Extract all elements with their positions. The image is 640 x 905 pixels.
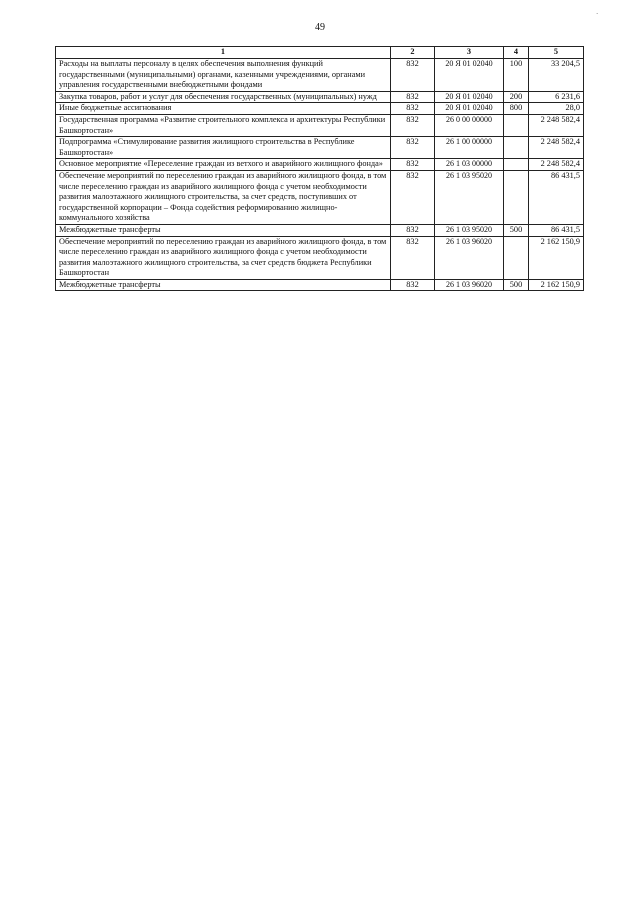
corner-mark: .	[596, 8, 598, 16]
expense-type: 500	[504, 279, 529, 291]
target-article: 26 1 00 00000	[435, 137, 504, 159]
header-col-1: 1	[56, 47, 391, 59]
expense-type	[504, 159, 529, 171]
expense-type: 200	[504, 91, 529, 103]
expense-type: 500	[504, 224, 529, 236]
table-row	[56, 91, 584, 103]
expense-type	[504, 236, 529, 279]
department-code: 832	[391, 91, 435, 103]
expense-type	[504, 170, 529, 224]
table-row	[56, 137, 584, 159]
table-row	[56, 236, 584, 279]
department-code: 832	[391, 170, 435, 224]
amount: 2 162 150,9	[529, 236, 584, 279]
amount: 33 204,5	[529, 59, 584, 92]
amount: 86 431,5	[529, 170, 584, 224]
target-article: 26 1 03 00000	[435, 159, 504, 171]
target-article: 26 0 00 00000	[435, 114, 504, 136]
amount: 28,0	[529, 103, 584, 115]
header-row	[56, 47, 584, 59]
expense-name: Обеспечение мероприятий по переселению граждан из аварийного жилищного фонда, в том числе переселению граждан из аварийного жилищного фонда с учетом необходимости развития малоэтажного жилищного строительства, за счет средств бюджета Республики Башкортостан	[56, 236, 391, 279]
department-code: 832	[391, 137, 435, 159]
expense-type	[504, 137, 529, 159]
expense-name: Государственная программа «Развитие строительного комплекса и архитектуры Республики Башкортостан»	[56, 114, 391, 136]
expense-name: Закупка товаров, работ и услуг для обеспечения государственных (муниципальных) нужд	[56, 91, 391, 103]
expense-type: 800	[504, 103, 529, 115]
target-article: 26 1 03 95020	[435, 170, 504, 224]
expense-name: Основное мероприятие «Переселение граждан из ветхого и аварийного жилищного фонда»	[56, 159, 391, 171]
expense-name: Иные бюджетные ассигнования	[56, 103, 391, 115]
department-code: 832	[391, 224, 435, 236]
target-article: 20 Я 01 02040	[435, 103, 504, 115]
amount: 6 231,6	[529, 91, 584, 103]
table-row	[56, 224, 584, 236]
header-col-2: 2	[391, 47, 435, 59]
target-article: 26 1 03 96020	[435, 236, 504, 279]
budget-table	[55, 46, 584, 291]
table-row	[56, 170, 584, 224]
department-code: 832	[391, 103, 435, 115]
target-article: 26 1 03 96020	[435, 279, 504, 291]
department-code: 832	[391, 114, 435, 136]
expense-type	[504, 114, 529, 136]
amount: 86 431,5	[529, 224, 584, 236]
header-col-5: 5	[529, 47, 584, 59]
amount: 2 248 582,4	[529, 137, 584, 159]
table-row	[56, 114, 584, 136]
expense-name: Межбюджетные трансферты	[56, 279, 391, 291]
table-header	[56, 47, 584, 59]
department-code: 832	[391, 279, 435, 291]
department-code: 832	[391, 59, 435, 92]
target-article: 20 Я 01 02040	[435, 91, 504, 103]
table-row	[56, 279, 584, 291]
department-code: 832	[391, 159, 435, 171]
header-col-3: 3	[435, 47, 504, 59]
table-row	[56, 59, 584, 92]
table-row	[56, 103, 584, 115]
expense-name: Межбюджетные трансферты	[56, 224, 391, 236]
table-body	[56, 59, 584, 291]
expense-name: Обеспечение мероприятий по переселению граждан из аварийного жилищного фонда, в том числе переселению граждан из аварийного жилищного фонда с учетом необходимости развития малоэтажного жилищного строительства, за счет средств, поступивших от государственной корпорации – Фонда содействия реформированию жилищно-коммунального хозяйства	[56, 170, 391, 224]
amount: 2 162 150,9	[529, 279, 584, 291]
expense-type: 100	[504, 59, 529, 92]
amount: 2 248 582,4	[529, 114, 584, 136]
table-row	[56, 159, 584, 171]
expense-name: Подпрограмма «Стимулирование развития жилищного строительства в Республике Башкортостан»	[56, 137, 391, 159]
page-number: 49	[315, 22, 325, 33]
amount: 2 248 582,4	[529, 159, 584, 171]
expense-name: Расходы на выплаты персоналу в целях обеспечения выполнения функций государственными (муниципальными) органами, казенными учреждениями, органами управления государственными внебюджетными фондами	[56, 59, 391, 92]
department-code: 832	[391, 236, 435, 279]
target-article: 26 1 03 95020	[435, 224, 504, 236]
header-col-4: 4	[504, 47, 529, 59]
target-article: 20 Я 01 02040	[435, 59, 504, 92]
